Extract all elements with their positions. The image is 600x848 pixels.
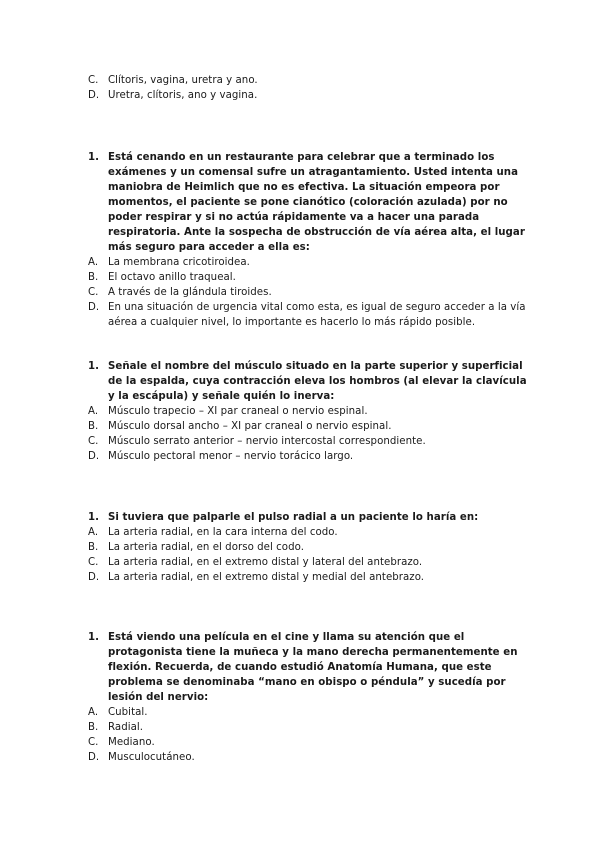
option-a bbox=[88, 705, 528, 720]
option-text: Radial. bbox=[108, 722, 144, 733]
option-text: La arteria radial, en el extremo distal y medial del antebrazo. bbox=[108, 572, 425, 583]
option-letter: C. bbox=[88, 557, 99, 568]
question-stem bbox=[88, 359, 528, 404]
question-number: 1. bbox=[88, 512, 100, 523]
option-b bbox=[88, 270, 528, 285]
question-muscle bbox=[88, 359, 528, 464]
option-letter: A. bbox=[88, 527, 99, 538]
question-number: 1. bbox=[88, 152, 100, 163]
option-text: El octavo anillo traqueal. bbox=[108, 272, 236, 283]
option-letter: D. bbox=[88, 90, 100, 101]
option-text: La arteria radial, en el extremo distal y lateral del antebrazo. bbox=[108, 557, 423, 568]
question-airway bbox=[88, 150, 528, 330]
option-a bbox=[88, 525, 528, 540]
question-text: Si tuviera que palparle el pulso radial a un paciente lo haría en: bbox=[108, 512, 479, 523]
option-text: Cubital. bbox=[108, 707, 148, 718]
option-c bbox=[88, 434, 528, 449]
option-c bbox=[88, 735, 528, 750]
option-text: En una situación de urgencia vital como esta, es igual de seguro acceder a la vía aérea a cualquier nivel, lo importante es hacerlo lo más rápido posible. bbox=[108, 302, 526, 328]
option-text: Mediano. bbox=[108, 737, 155, 748]
question-stem bbox=[88, 510, 528, 525]
option-letter: C. bbox=[88, 75, 99, 86]
option-text: A través de la glándula tiroides. bbox=[108, 287, 272, 298]
option-letter: B. bbox=[88, 272, 99, 283]
option-letter: D. bbox=[88, 572, 100, 583]
option-b bbox=[88, 720, 528, 735]
option-letter: A. bbox=[88, 257, 99, 268]
option-letter: C. bbox=[88, 737, 99, 748]
option-d bbox=[88, 750, 528, 765]
question-number: 1. bbox=[88, 632, 100, 643]
option-d bbox=[88, 570, 528, 585]
option-letter: D. bbox=[88, 302, 100, 313]
option-text: Musculocutáneo. bbox=[108, 752, 195, 763]
option-text: Clítoris, vagina, uretra y ano. bbox=[108, 75, 258, 86]
option-b bbox=[88, 540, 528, 555]
option-text: Uretra, clítoris, ano y vagina. bbox=[108, 90, 258, 101]
option-text: La arteria radial, en el dorso del codo. bbox=[108, 542, 304, 553]
question-text: Señale el nombre del músculo situado en la parte superior y superficial de la espalda, cuya contracción eleva los hombros (al elevar la clavícula y la escápula) y señale quién lo inerva: bbox=[108, 361, 527, 402]
option-letter: A. bbox=[88, 707, 99, 718]
option-text: Músculo dorsal ancho – XI par craneal o nervio espinal. bbox=[108, 421, 392, 432]
option-letter: C. bbox=[88, 436, 99, 447]
question-stem bbox=[88, 630, 528, 705]
question-text: Está viendo una película en el cine y llama su atención que el protagonista tiene la muñeca y la mano derecha permanentemente en flexión. Recuerda, de cuando estudió Anatomía Humana, que este problema se denominaba “mano en obispo o péndula” y sucedía por lesión del nervio: bbox=[108, 632, 518, 703]
question-nerve bbox=[88, 630, 528, 765]
option-d bbox=[88, 300, 528, 330]
option-text: Músculo trapecio – XI par craneal o nervio espinal. bbox=[108, 406, 368, 417]
option-letter: C. bbox=[88, 287, 99, 298]
option-a bbox=[88, 404, 528, 419]
option-text: La arteria radial, en la cara interna del codo. bbox=[108, 527, 338, 538]
prev-question-options bbox=[88, 73, 528, 103]
option-text: Músculo pectoral menor – nervio torácico largo. bbox=[108, 451, 354, 462]
option-letter: B. bbox=[88, 542, 99, 553]
option-c bbox=[88, 285, 528, 300]
question-text: Está cenando en un restaurante para celebrar que a terminado los exámenes y un comensal sufre un atragantamiento. Usted intenta una maniobra de Heimlich que no es efectiva. La situación empeora por momentos, el paciente se pone cianótico (coloración azulada) por no poder respirar y si no actúa rápidamente va a hacer una parada respiratoria. Ante la sospecha de obstrucción de vía aérea alta, el lugar más seguro para acceder a ella es: bbox=[108, 152, 525, 253]
option-letter: D. bbox=[88, 752, 100, 763]
option-letter: D. bbox=[88, 451, 100, 462]
option-d bbox=[88, 88, 528, 103]
option-d bbox=[88, 449, 528, 464]
option-text: La membrana cricotiroidea. bbox=[108, 257, 250, 268]
option-a bbox=[88, 255, 528, 270]
option-letter: A. bbox=[88, 406, 99, 417]
option-c bbox=[88, 73, 528, 88]
question-number: 1. bbox=[88, 361, 100, 372]
option-letter: B. bbox=[88, 421, 99, 432]
question-pulse bbox=[88, 510, 528, 585]
option-b bbox=[88, 419, 528, 434]
option-letter: B. bbox=[88, 722, 99, 733]
option-c bbox=[88, 555, 528, 570]
question-stem bbox=[88, 150, 528, 255]
option-text: Músculo serrato anterior – nervio intercostal correspondiente. bbox=[108, 436, 426, 447]
